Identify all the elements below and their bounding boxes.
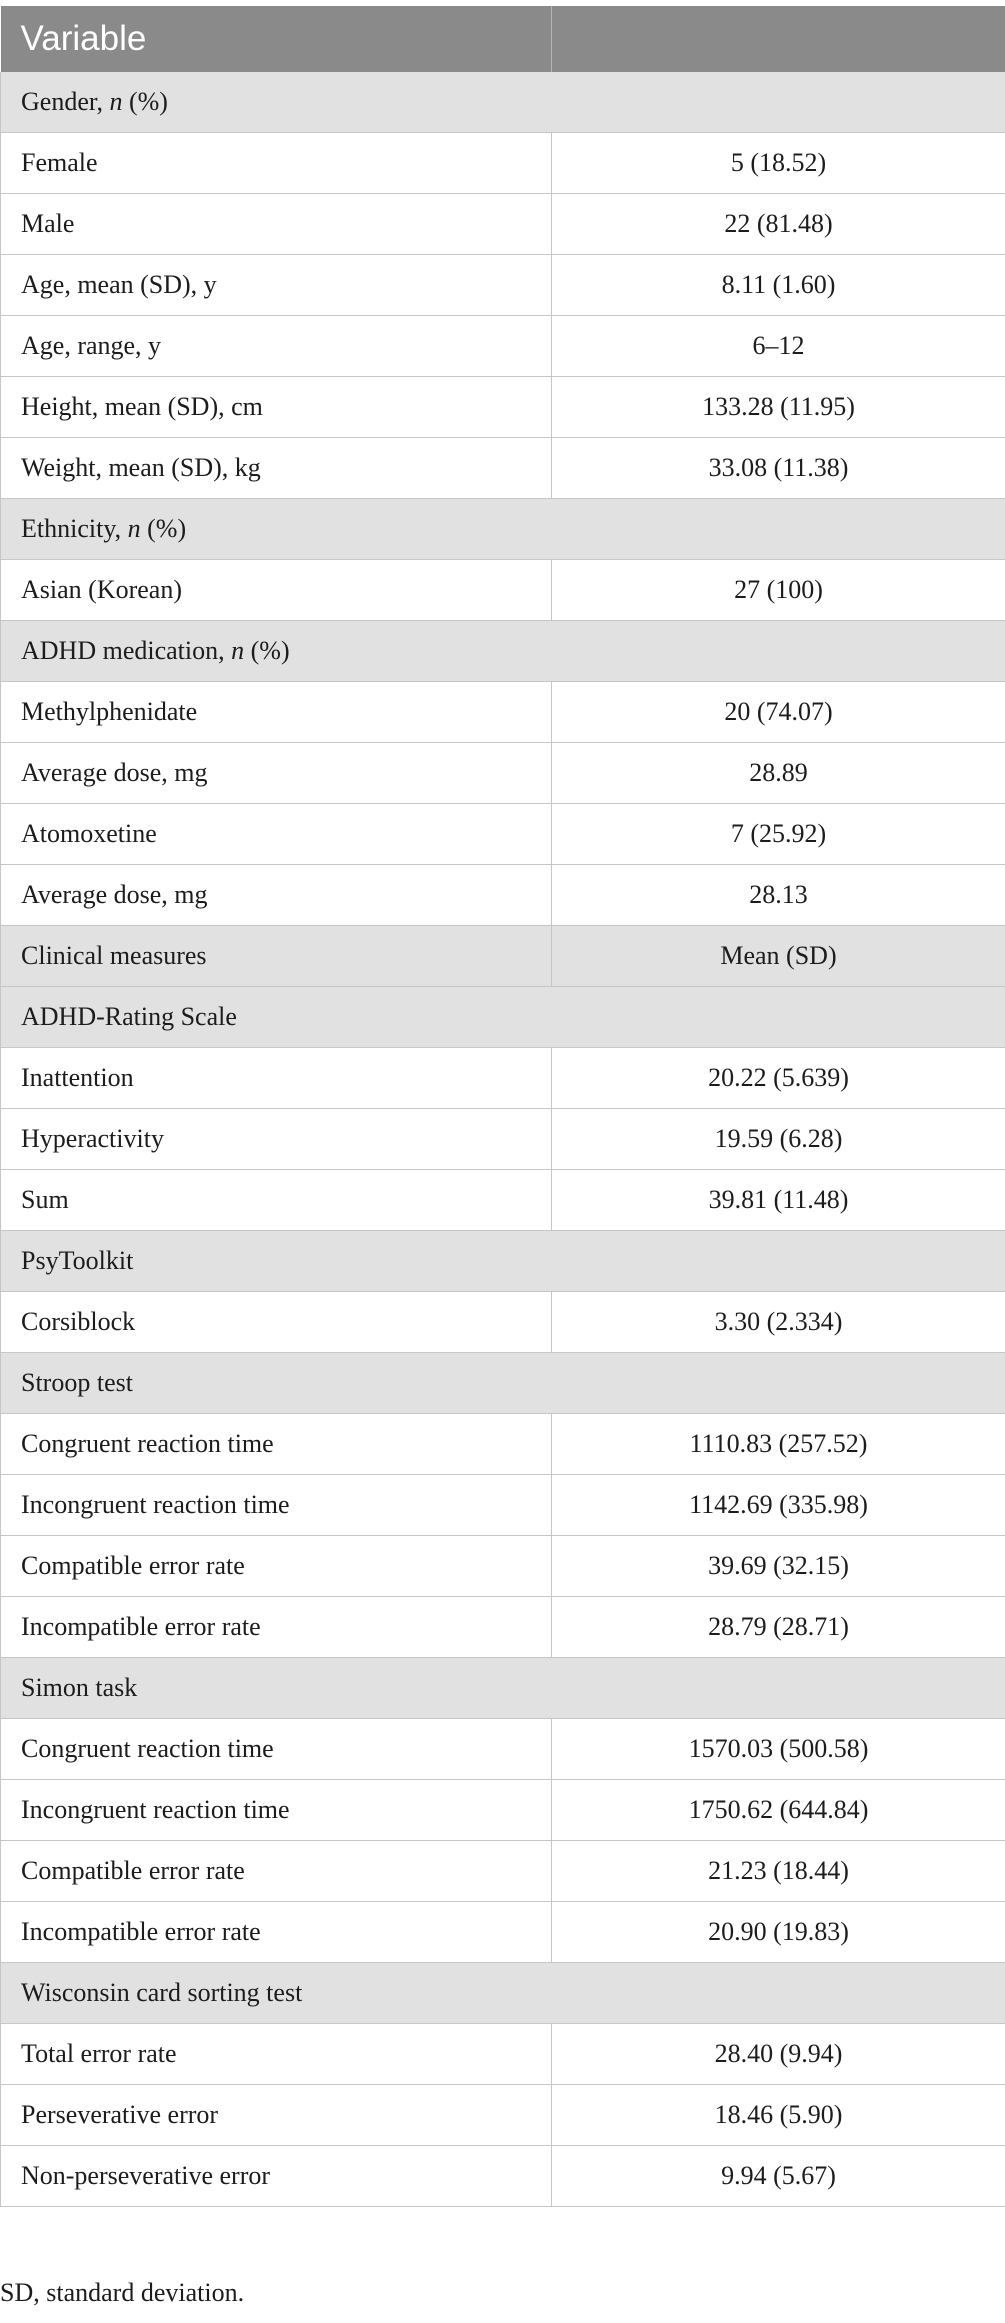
table-row [1,743,1005,804]
table-row [1,1719,1005,1780]
table-row [1,2085,1005,2146]
table-row [1,1841,1005,1902]
section-label-italic: n [109,87,123,116]
row-label: Hyperactivity [1,1109,552,1170]
row-value: 1142.69 (335.98) [552,1475,1005,1536]
section-header-row [1,987,1005,1048]
row-value: 20.90 (19.83) [552,1902,1005,1963]
section-label [1,72,1005,133]
row-label: Incongruent reaction time [1,1780,552,1841]
row-label: Compatible error rate [1,1841,552,1902]
row-label: Atomoxetine [1,804,552,865]
row-value: 3.30 (2.334) [552,1292,1005,1353]
section-label [1,1231,1005,1292]
row-value: 22 (81.48) [552,194,1005,255]
row-label: Perseverative error [1,2085,552,2146]
row-value: Mean (SD) [552,926,1005,987]
section-label-italic: n [127,514,141,543]
table-row [1,255,1005,316]
header-value [552,6,1005,72]
section-label [1,1353,1005,1414]
row-label: Sum [1,1170,552,1231]
section-label-text: Wisconsin card sorting test [21,1978,303,2007]
section-header-row [1,1963,1005,2024]
table-row [1,2024,1005,2085]
table-row [1,1475,1005,1536]
row-label: Male [1,194,552,255]
row-value: 28.89 [552,743,1005,804]
table-header-row [1,6,1005,72]
section-header-row [1,621,1005,682]
row-label: Total error rate [1,2024,552,2085]
row-value: 28.13 [552,865,1005,926]
table-row [1,1536,1005,1597]
table-row [1,316,1005,377]
row-label: Non-perseverative error [1,2146,552,2207]
table-row [1,2146,1005,2207]
row-value: 6–12 [552,316,1005,377]
row-label: Corsiblock [1,1292,552,1353]
row-label: Weight, mean (SD), kg [1,438,552,499]
row-label: Congruent reaction time [1,1414,552,1475]
section-label-suffix: (%) [122,87,168,116]
section-header-row [1,1231,1005,1292]
row-label: Methylphenidate [1,682,552,743]
row-value: 9.94 (5.67) [552,2146,1005,2207]
table-row [1,1170,1005,1231]
section-label-text: Stroop test [21,1368,133,1397]
table-row [1,1414,1005,1475]
row-label: Height, mean (SD), cm [1,377,552,438]
row-label: Inattention [1,1048,552,1109]
row-value: 7 (25.92) [552,804,1005,865]
table-row [1,438,1005,499]
table-row [1,560,1005,621]
row-label: Asian (Korean) [1,560,552,621]
row-value: 8.11 (1.60) [552,255,1005,316]
section-label-text: ADHD medication, [21,636,232,665]
table-row [1,1902,1005,1963]
row-label: Incongruent reaction time [1,1475,552,1536]
section-header-row [1,499,1005,560]
row-value: 28.79 (28.71) [552,1597,1005,1658]
table-row [1,804,1005,865]
row-value: 21.23 (18.44) [552,1841,1005,1902]
row-value: 5 (18.52) [552,133,1005,194]
row-label: Incompatible error rate [1,1597,552,1658]
row-label: Female [1,133,552,194]
section-header-row [1,72,1005,133]
section-header-row [1,1658,1005,1719]
row-label: Incompatible error rate [1,1902,552,1963]
demographics-table [0,6,1005,2207]
section-header-row [1,1353,1005,1414]
section-label [1,987,1005,1048]
demographics-table-container [0,6,1005,2207]
row-label: Clinical measures [1,926,552,987]
row-label: Congruent reaction time [1,1719,552,1780]
section-header-row [1,926,1005,987]
header-variable: Variable [1,6,552,72]
row-value: 1750.62 (644.84) [552,1780,1005,1841]
section-label-text: Ethnicity, [21,514,128,543]
table-row [1,865,1005,926]
section-label [1,621,1005,682]
table-row [1,682,1005,743]
row-value: 39.81 (11.48) [552,1170,1005,1231]
row-value: 27 (100) [552,560,1005,621]
row-value: 33.08 (11.38) [552,438,1005,499]
table-footnote: SD, standard deviation. [0,2278,245,2307]
table-row [1,1292,1005,1353]
section-label [1,1963,1005,2024]
row-label: Age, mean (SD), y [1,255,552,316]
table-row [1,133,1005,194]
table-row [1,1597,1005,1658]
row-value: 133.28 (11.95) [552,377,1005,438]
row-value: 28.40 (9.94) [552,2024,1005,2085]
row-value: 20.22 (5.639) [552,1048,1005,1109]
section-label-text: ADHD-Rating Scale [21,1002,237,1031]
table-row [1,1048,1005,1109]
row-value: 19.59 (6.28) [552,1109,1005,1170]
section-label-suffix: (%) [244,636,290,665]
row-value: 39.69 (32.15) [552,1536,1005,1597]
section-label [1,1658,1005,1719]
section-label-suffix: (%) [140,514,187,543]
section-label [1,499,1005,560]
row-label: Average dose, mg [1,865,552,926]
row-value: 1570.03 (500.58) [552,1719,1005,1780]
table-row [1,1109,1005,1170]
row-value: 1110.83 (257.52) [552,1414,1005,1475]
section-label-text: Gender, [21,87,110,116]
table-row [1,194,1005,255]
section-label-text: Simon task [21,1673,138,1702]
section-label-italic: n [231,636,245,665]
section-label-text: PsyToolkit [21,1246,134,1275]
table-body [1,72,1005,2207]
row-value: 20 (74.07) [552,682,1005,743]
row-label: Average dose, mg [1,743,552,804]
row-value: 18.46 (5.90) [552,2085,1005,2146]
row-label: Age, range, y [1,316,552,377]
row-label: Compatible error rate [1,1536,552,1597]
table-row [1,1780,1005,1841]
table-row [1,377,1005,438]
